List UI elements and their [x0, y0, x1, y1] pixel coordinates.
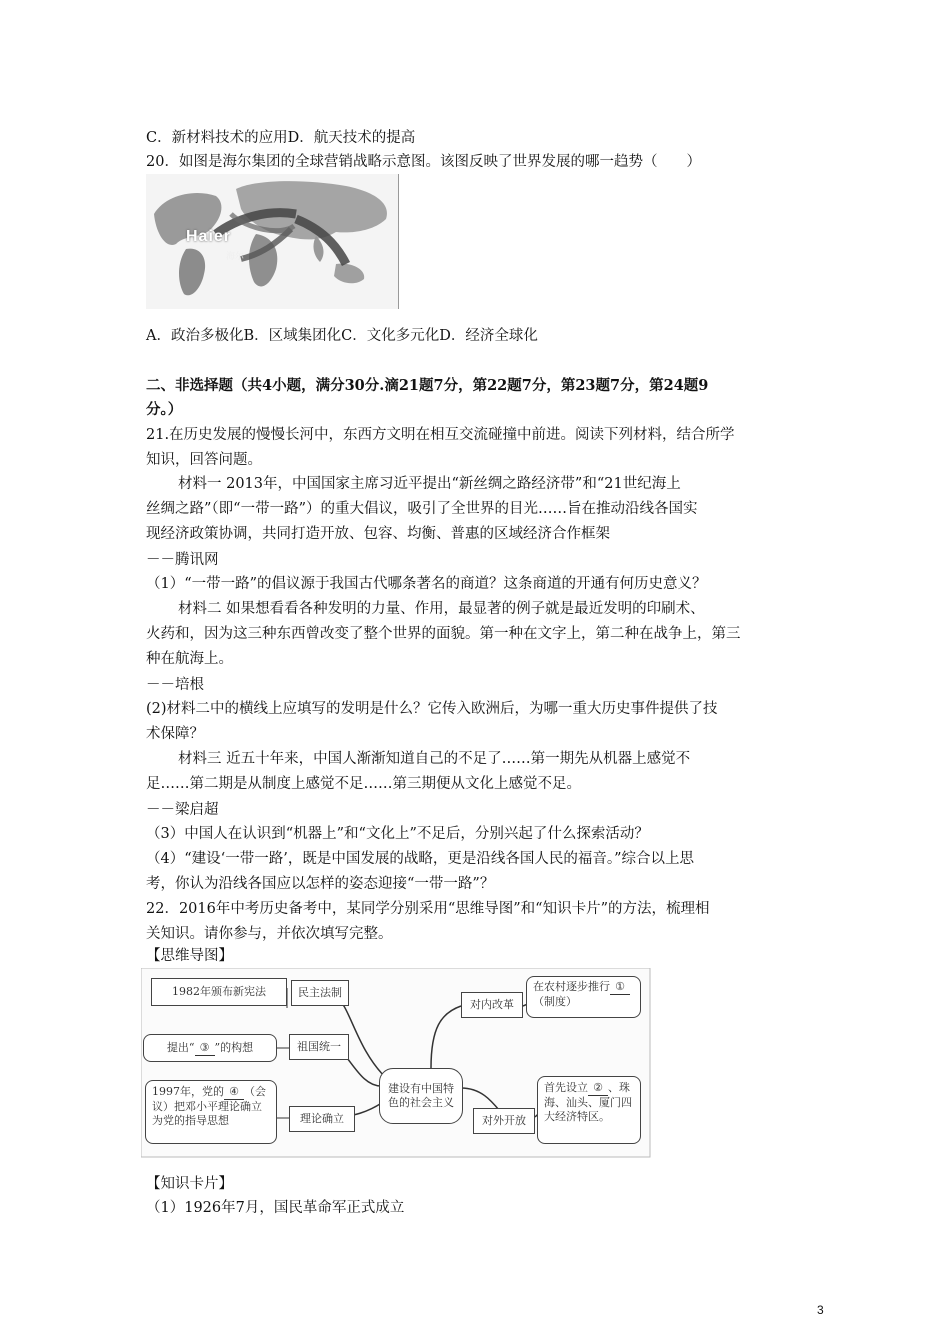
material-1-source: －－腾讯网 — [146, 552, 219, 568]
node-internal-reform — [461, 992, 523, 1018]
material-1-line-3: 现经济政策协调，共同打造开放、包容、均衡、普惠的区域经济合作框架 — [146, 526, 610, 542]
question-20-options: A．政治多极化B．区域集团化C．文化多元化D．经济全球化 — [146, 328, 538, 344]
material-2-line-2: 火药和，因为这三种东西曾改变了整个世界的面貌。第一种在文字上，第二种在战争上，第三 — [146, 626, 741, 642]
node-opening-up — [473, 1108, 535, 1134]
node-democracy-law — [291, 980, 349, 1006]
world-map-illustration — [146, 174, 399, 309]
node-internal-reform-text: 对内改革 — [470, 998, 514, 1011]
section-2-heading: 二、非选择题（共4小题，满分30分.滴21题7分，第22题7分，第23题7分，第24题9 — [146, 377, 709, 394]
mind-map-figure — [141, 968, 651, 1158]
blank-2[interactable]: ② — [588, 1081, 608, 1096]
material-3-line-2: 足……第二期是从制度上感觉不足……第三期便从文化上感觉不足。 — [146, 776, 581, 792]
option-line-c-d: C．新材料技术的应用D．航天技术的提高 — [146, 130, 416, 146]
leaf-1997-pre: 1997年，党的 — [152, 1085, 224, 1098]
material-2-source: －－培根 — [146, 677, 204, 693]
center-node — [379, 1068, 463, 1124]
question-21-cont: 知识，回答问题。 — [146, 452, 262, 468]
sub-question-2: (2)材料二中的横线上应填写的发明是什么？它传入欧洲后，为哪一重大历史事件提供了技 — [146, 701, 718, 717]
center-node-text: 建设有中国特色的社会主义 — [388, 1082, 454, 1109]
question-21: 21.在历史发展的慢慢长河中，东西方文明在相互交流碰撞中前进。阅读下列材料，结合所学 — [146, 427, 735, 443]
brand-logo-haier-cn: 海尔 — [226, 252, 245, 262]
node-opening-up-text: 对外开放 — [482, 1114, 526, 1127]
material-2-line-3: 种在航海上。 — [146, 651, 233, 667]
material-2: 材料二 如果想看看各种发明的力量、作用，最显著的例子就是最近发明的印刷术、 — [178, 601, 705, 617]
node-reunification — [289, 1034, 349, 1060]
leaf-1997-congress — [145, 1080, 277, 1144]
leaf-1997-post: （会议）把邓小平理论确立为党的指导思想 — [152, 1085, 266, 1127]
blank-4[interactable]: ④ — [224, 1085, 244, 1100]
map-right-border — [398, 174, 399, 309]
node-democracy-law-text: 民主法制 — [298, 986, 342, 999]
leaf-proposal-post: ”的构想 — [214, 1041, 254, 1054]
question-22-cont: 关知识。请你参与，并依次填写完整。 — [146, 926, 393, 942]
page-number: 3 — [817, 1303, 824, 1317]
knowledge-card-title: 【知识卡片】 — [146, 1176, 233, 1192]
leaf-rural-pre: 在农村逐步推行 — [533, 980, 610, 993]
blank-3[interactable]: ③ — [195, 1041, 215, 1056]
node-reunification-text: 祖国统一 — [297, 1040, 341, 1053]
sub-question-1: （1）“一带一路”的倡议源于我国古代哪条著名的商道？这条商道的开通有何历史意义？ — [146, 576, 707, 592]
mind-map-title: 【思维导图】 — [146, 948, 233, 964]
material-3: 材料三 近五十年来，中国人渐渐知道自己的不足了……第一期先从机器上感觉不 — [178, 751, 691, 767]
leaf-rural-reform — [526, 976, 641, 1018]
sub-question-3: （3）中国人在认识到“机器上”和“文化上”不足后，分别兴起了什么探索活动？ — [146, 826, 649, 842]
section-2-heading-cont: 分。） — [146, 401, 183, 418]
question-20: 20．如图是海尔集团的全球营销战略示意图。该图反映了世界发展的哪一趋势（ ） — [146, 154, 701, 170]
question-22: 22．2016年中考历史备考中，某同学分别采用“思维导图”和“知识卡片”的方法，梳理相 — [146, 901, 710, 917]
sub-question-4-cont: 考，你认为沿线各国应以怎样的姿态迎接“一带一路”？ — [146, 876, 495, 892]
leaf-zones-post: 、珠海、汕头、厦门四大经济特区。 — [544, 1081, 632, 1123]
leaf-proposal-pre: 提出“ — [166, 1041, 195, 1054]
material-1: 材料一 2013年，中国国家主席习近平提出“新丝绸之路经济带”和“21世纪海上 — [178, 476, 681, 492]
haier-global-map-figure — [146, 174, 399, 309]
leaf-special-zones — [537, 1076, 641, 1144]
leaf-proposal-concept — [143, 1034, 277, 1062]
brand-logo-haier: Haier — [186, 228, 232, 245]
material-3-source: －－梁启超 — [146, 802, 219, 818]
leaf-zones-pre: 首先设立 — [544, 1081, 588, 1094]
material-1-line-2: 丝绸之路”（即“一带一路”）的重大倡议，吸引了全世界的目光……旨在推动沿线各国实 — [146, 501, 698, 517]
node-theory — [289, 1106, 355, 1132]
node-theory-text: 理论确立 — [300, 1112, 344, 1125]
knowledge-card-1: （1）1926年7月，国民革命军正式成立 — [146, 1200, 405, 1216]
leaf-1982-constitution — [151, 978, 287, 1006]
sub-question-4: （4）“建设‘一带一路’，既是中国发展的战略，更是沿线各国人民的福音。”综合以上思 — [146, 851, 695, 867]
leaf-rural-post: （制度） — [533, 995, 577, 1008]
sub-question-2-cont: 术保障？ — [146, 726, 204, 742]
leaf-1982-constitution-text: 1982年颁布新宪法 — [172, 985, 266, 998]
blank-1[interactable]: ① — [610, 980, 630, 995]
